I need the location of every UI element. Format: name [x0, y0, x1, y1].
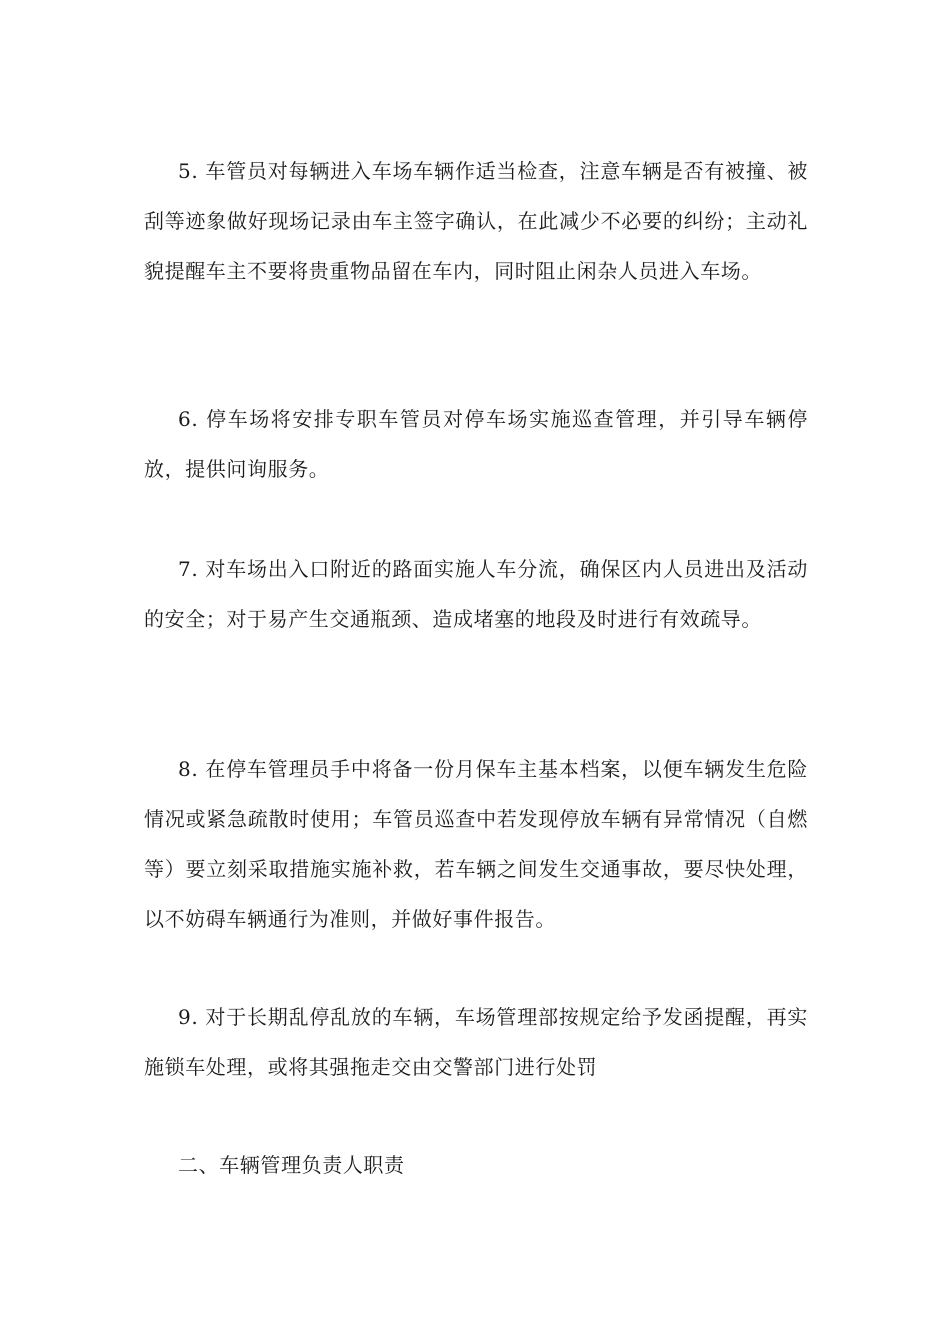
paragraph-item-5: 5. 车管员对每辆进入车场车辆作适当检查，注意车辆是否有被撞、被刮等迹象做好现场记录由车主签字确认，在此减少不必要的纠纷；主动礼貌提醒车主不要将贵重物品留在车内，同时阻止闲杂人员进入车场。 — [144, 159, 808, 283]
paragraph-item-9: 9. 对于长期乱停乱放的车辆，车场管理部按规定给予发函提醒，再实施锁车处理，或将其强拖走交由交警部门进行处罚 — [144, 1005, 808, 1079]
paragraph-item-6: 6. 停车场将安排专职车管员对停车场实施巡查管理，并引导车辆停放，提供问询服务。 — [144, 407, 808, 481]
paragraph-item-8: 8. 在停车管理员手中将备一份月保车主基本档案，以便车辆发生危险情况或紧急疏散时使用；车管员巡查中若发现停放车辆有异常情况（自燃等）要立刻采取措施实施补救，若车辆之间发生交通事故，要尽快处理，以不妨碍车辆通行为准则，并做好事件报告。 — [144, 757, 808, 931]
paragraph-item-7: 7. 对车场出入口附近的路面实施人车分流，确保区内人员进出及活动的安全；对于易产生交通瓶颈、造成堵塞的地段及时进行有效疏导。 — [144, 557, 808, 631]
section-heading: 二、车辆管理负责人职责 — [178, 1153, 405, 1177]
